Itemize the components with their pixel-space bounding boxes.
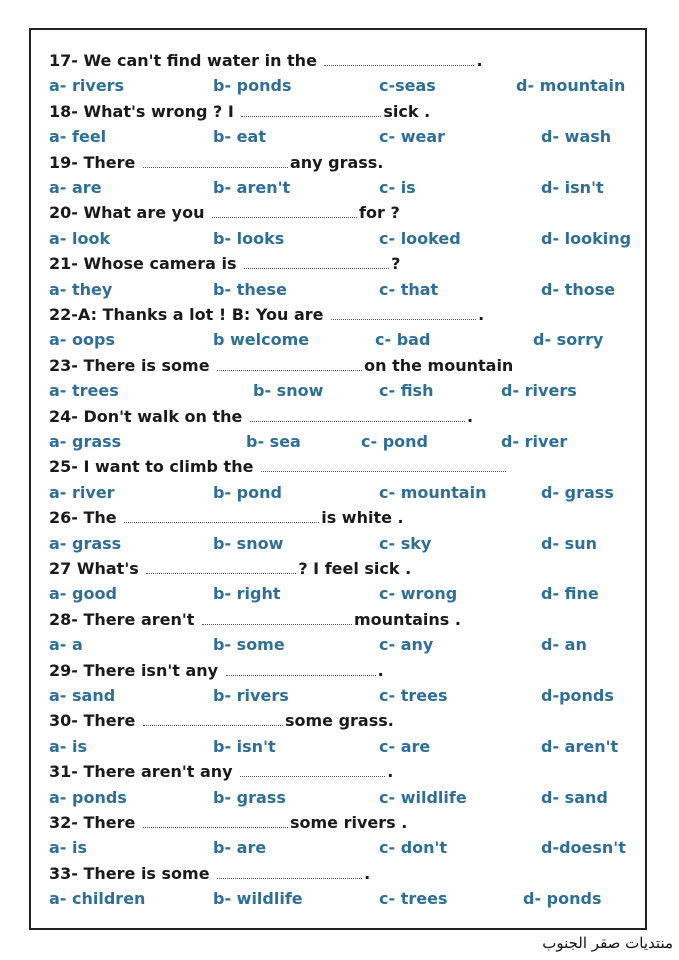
question-row — [31, 202, 645, 227]
question-ending: sick . — [383, 101, 431, 121]
question-text — [49, 101, 430, 123]
question-row — [31, 253, 645, 278]
answer-option[interactable]: b- grass — [213, 787, 286, 807]
answer-blank[interactable] — [226, 663, 376, 676]
question-row — [31, 660, 645, 685]
answer-option[interactable]: c- bad — [375, 330, 431, 350]
answer-blank[interactable] — [240, 764, 385, 777]
answer-option[interactable]: d- river — [501, 432, 568, 451]
question-stem: There isn't any — [77, 660, 224, 680]
answer-option[interactable]: d- wash — [541, 127, 612, 147]
question-row — [31, 710, 645, 735]
question-stem: We can't find water in the — [77, 51, 323, 70]
question-text — [49, 456, 508, 478]
question-number: 20- — [49, 203, 78, 223]
answer-option[interactable]: b- right — [213, 584, 281, 604]
question-stem: Don't walk on the — [77, 406, 248, 426]
answer-option[interactable]: a- is — [49, 736, 88, 756]
answer-option[interactable]: c- is — [379, 178, 416, 197]
answer-option[interactable]: d- looking — [541, 228, 632, 248]
question-number: 25- — [49, 457, 78, 477]
answer-option[interactable]: c- wildlife — [379, 787, 467, 807]
options-row — [31, 431, 645, 456]
answer-blank[interactable] — [241, 104, 381, 117]
answer-option[interactable]: a- feel — [49, 127, 107, 147]
answer-option[interactable]: c-seas — [379, 76, 436, 96]
options-row — [31, 533, 645, 558]
question-text — [49, 406, 473, 428]
question-stem: I want to climb the — [77, 457, 260, 477]
question-stem: There — [77, 152, 141, 172]
answer-blank[interactable] — [143, 155, 288, 168]
question-text — [49, 710, 394, 732]
question-text — [49, 202, 400, 224]
answer-option[interactable]: a- grass — [49, 432, 122, 451]
question-row — [31, 152, 645, 177]
answer-option[interactable]: d- grass — [541, 482, 614, 502]
answer-option[interactable]: c- that — [379, 279, 439, 299]
answer-option[interactable]: c- trees — [379, 686, 448, 705]
answer-option[interactable]: a- sand — [49, 686, 116, 705]
answer-option[interactable]: a- look — [49, 228, 111, 248]
question-row — [31, 507, 645, 532]
question-ending: some grass. — [284, 711, 394, 731]
question-row — [31, 863, 645, 888]
question-row — [31, 101, 645, 126]
answer-option[interactable]: a- ponds — [49, 787, 127, 807]
question-ending: for ? — [359, 203, 400, 223]
question-stem: There — [77, 813, 141, 832]
answer-option[interactable]: d- rivers — [501, 381, 577, 401]
question-text — [49, 761, 393, 783]
answer-option[interactable]: b- some — [213, 635, 285, 655]
options-row — [31, 685, 645, 710]
question-text — [49, 863, 370, 885]
question-number: 17- — [49, 51, 78, 70]
answer-blank[interactable] — [212, 205, 357, 218]
answer-option[interactable]: c- pond — [361, 432, 428, 451]
answer-option[interactable]: d- those — [541, 279, 616, 299]
answer-option[interactable]: b- snow — [253, 381, 324, 401]
question-stem: The — [77, 508, 123, 528]
question-stem: Whose camera is — [77, 254, 243, 274]
options-row — [31, 75, 645, 100]
worksheet-frame — [29, 28, 647, 930]
question-number: 21- — [49, 254, 78, 274]
question-ending: . — [387, 762, 394, 782]
question-row — [31, 406, 645, 431]
answer-option[interactable]: b- ponds — [213, 76, 292, 96]
question-stem: There — [77, 711, 141, 731]
answer-option[interactable]: d-doesn't — [541, 838, 626, 858]
question-stem: Thanks a lot ! B: You are — [96, 305, 330, 324]
answer-option[interactable]: c- wrong — [379, 584, 458, 604]
answer-option[interactable]: a- grass — [49, 533, 122, 553]
answer-option[interactable]: b- isn't — [213, 736, 276, 756]
question-text — [49, 304, 484, 326]
answer-blank[interactable] — [331, 307, 476, 320]
options-row — [31, 837, 645, 862]
answer-blank[interactable] — [146, 561, 296, 574]
options-row — [31, 228, 645, 253]
question-stem: What are you — [77, 203, 211, 223]
answer-option[interactable]: b- are — [213, 838, 267, 858]
question-number: 29- — [49, 660, 78, 680]
question-text — [49, 253, 400, 275]
question-stem: What's wrong ? I — [77, 101, 240, 121]
question-row — [31, 761, 645, 786]
question-row — [31, 609, 645, 634]
question-text — [49, 609, 461, 631]
answer-option[interactable]: d- isn't — [541, 178, 604, 197]
options-row — [31, 380, 645, 405]
answer-option[interactable]: c- trees — [379, 889, 448, 909]
question-number: 26- — [49, 508, 78, 528]
answer-option[interactable]: d-ponds — [541, 686, 614, 705]
options-row — [31, 736, 645, 761]
answer-option[interactable]: b- looks — [213, 228, 285, 248]
answer-option[interactable]: a- is — [49, 838, 88, 858]
question-row — [31, 456, 645, 481]
question-number: 18- — [49, 101, 78, 121]
answer-option[interactable]: a- oops — [49, 330, 115, 350]
answer-option[interactable]: d- mountain — [516, 76, 626, 96]
question-ending: . — [478, 305, 485, 324]
answer-option[interactable]: d- aren't — [541, 736, 619, 756]
answer-option[interactable]: a- good — [49, 584, 117, 604]
answer-option[interactable]: a- trees — [49, 381, 119, 401]
options-row — [31, 583, 645, 608]
question-row — [31, 812, 645, 837]
options-row — [31, 634, 645, 659]
options-row — [31, 482, 645, 507]
answer-blank[interactable] — [250, 409, 465, 422]
answer-blank[interactable] — [261, 459, 506, 472]
answer-blank[interactable] — [202, 612, 352, 625]
question-ending: ? I feel sick . — [298, 559, 412, 578]
answer-option[interactable]: b- rivers — [213, 686, 289, 705]
answer-blank[interactable] — [324, 53, 474, 66]
question-stem: What's — [71, 559, 145, 578]
question-text — [49, 558, 411, 580]
answer-option[interactable]: d- sun — [541, 533, 597, 553]
question-ending: . — [476, 51, 483, 70]
options-row — [31, 787, 645, 812]
question-ending: . — [364, 863, 371, 883]
question-number: 23- — [49, 355, 78, 375]
answer-option[interactable]: b- aren't — [213, 178, 291, 197]
question-ending: ? — [391, 254, 401, 274]
question-row — [31, 558, 645, 583]
question-text — [49, 152, 383, 174]
question-text — [49, 355, 513, 377]
question-number: 22-A: — [49, 305, 97, 324]
question-number: 30- — [49, 711, 78, 731]
answer-option[interactable]: b- sea — [246, 432, 301, 451]
answer-option[interactable]: c- wear — [379, 127, 446, 147]
question-number: 19- — [49, 152, 78, 172]
answer-option[interactable]: b- these — [213, 279, 287, 299]
answer-option[interactable]: b welcome — [213, 330, 310, 350]
answer-option[interactable]: a- are — [49, 178, 102, 197]
question-number: 33- — [49, 863, 78, 883]
answer-blank[interactable] — [244, 256, 389, 269]
question-ending: . — [466, 406, 474, 426]
options-row — [31, 329, 645, 354]
question-ending: is white . — [321, 508, 404, 528]
question-number: 28- — [49, 609, 78, 629]
answer-option[interactable]: b- wildlife — [213, 889, 303, 909]
answer-option[interactable]: c- are — [379, 736, 431, 756]
options-row — [31, 177, 645, 202]
question-text — [49, 812, 407, 834]
question-row — [31, 50, 645, 75]
question-stem: There is some — [77, 863, 216, 883]
answer-option[interactable]: d- sorry — [533, 330, 604, 350]
question-text — [49, 50, 483, 72]
question-number: 32- — [49, 813, 78, 832]
options-row — [31, 279, 645, 304]
question-text — [49, 507, 404, 529]
question-ending: some rivers . — [289, 813, 408, 832]
answer-blank[interactable] — [124, 510, 319, 523]
answer-option[interactable]: c- fish — [379, 381, 434, 401]
answer-option[interactable]: c- sky — [379, 533, 432, 553]
question-stem: There aren't any — [77, 762, 239, 782]
question-number: 31- — [49, 762, 78, 782]
question-ending: on the mountain — [364, 355, 514, 375]
question-row — [31, 355, 645, 380]
question-number: 24- — [49, 406, 78, 426]
answer-option[interactable]: c- mountain — [379, 482, 487, 502]
question-ending: mountains . — [354, 609, 461, 629]
answer-option[interactable]: c- don't — [379, 838, 448, 858]
question-ending: . — [377, 660, 384, 680]
answer-option[interactable]: a- children — [49, 889, 146, 909]
answer-option[interactable]: b- snow — [213, 533, 284, 553]
answer-option[interactable]: d- fine — [541, 584, 599, 604]
answer-option[interactable]: d- an — [541, 635, 587, 655]
answer-option[interactable]: a- they — [49, 279, 113, 299]
options-row — [31, 126, 645, 151]
question-stem: There aren't — [77, 609, 200, 629]
options-row — [31, 888, 645, 913]
answer-option[interactable]: c- any — [379, 635, 434, 655]
answer-blank[interactable] — [217, 866, 362, 879]
answer-option[interactable]: d- sand — [541, 787, 608, 807]
answer-option[interactable]: a- a — [49, 635, 83, 655]
question-row — [31, 304, 645, 329]
question-ending: any grass. — [289, 152, 384, 172]
question-text — [49, 660, 384, 682]
answer-blank[interactable] — [143, 713, 283, 726]
answer-blank[interactable] — [217, 358, 362, 371]
watermark-text: منتديات صقر الجنوب — [542, 934, 673, 952]
answer-option[interactable]: c- looked — [379, 228, 461, 248]
answer-option[interactable]: b- pond — [213, 482, 282, 502]
question-number: 27 — [49, 559, 72, 578]
answer-option[interactable]: d- ponds — [523, 889, 602, 909]
answer-option[interactable]: b- eat — [213, 127, 266, 147]
question-stem: There is some — [77, 355, 216, 375]
answer-option[interactable]: a- river — [49, 482, 115, 502]
answer-option[interactable]: a- rivers — [49, 76, 125, 96]
answer-blank[interactable] — [143, 815, 288, 828]
